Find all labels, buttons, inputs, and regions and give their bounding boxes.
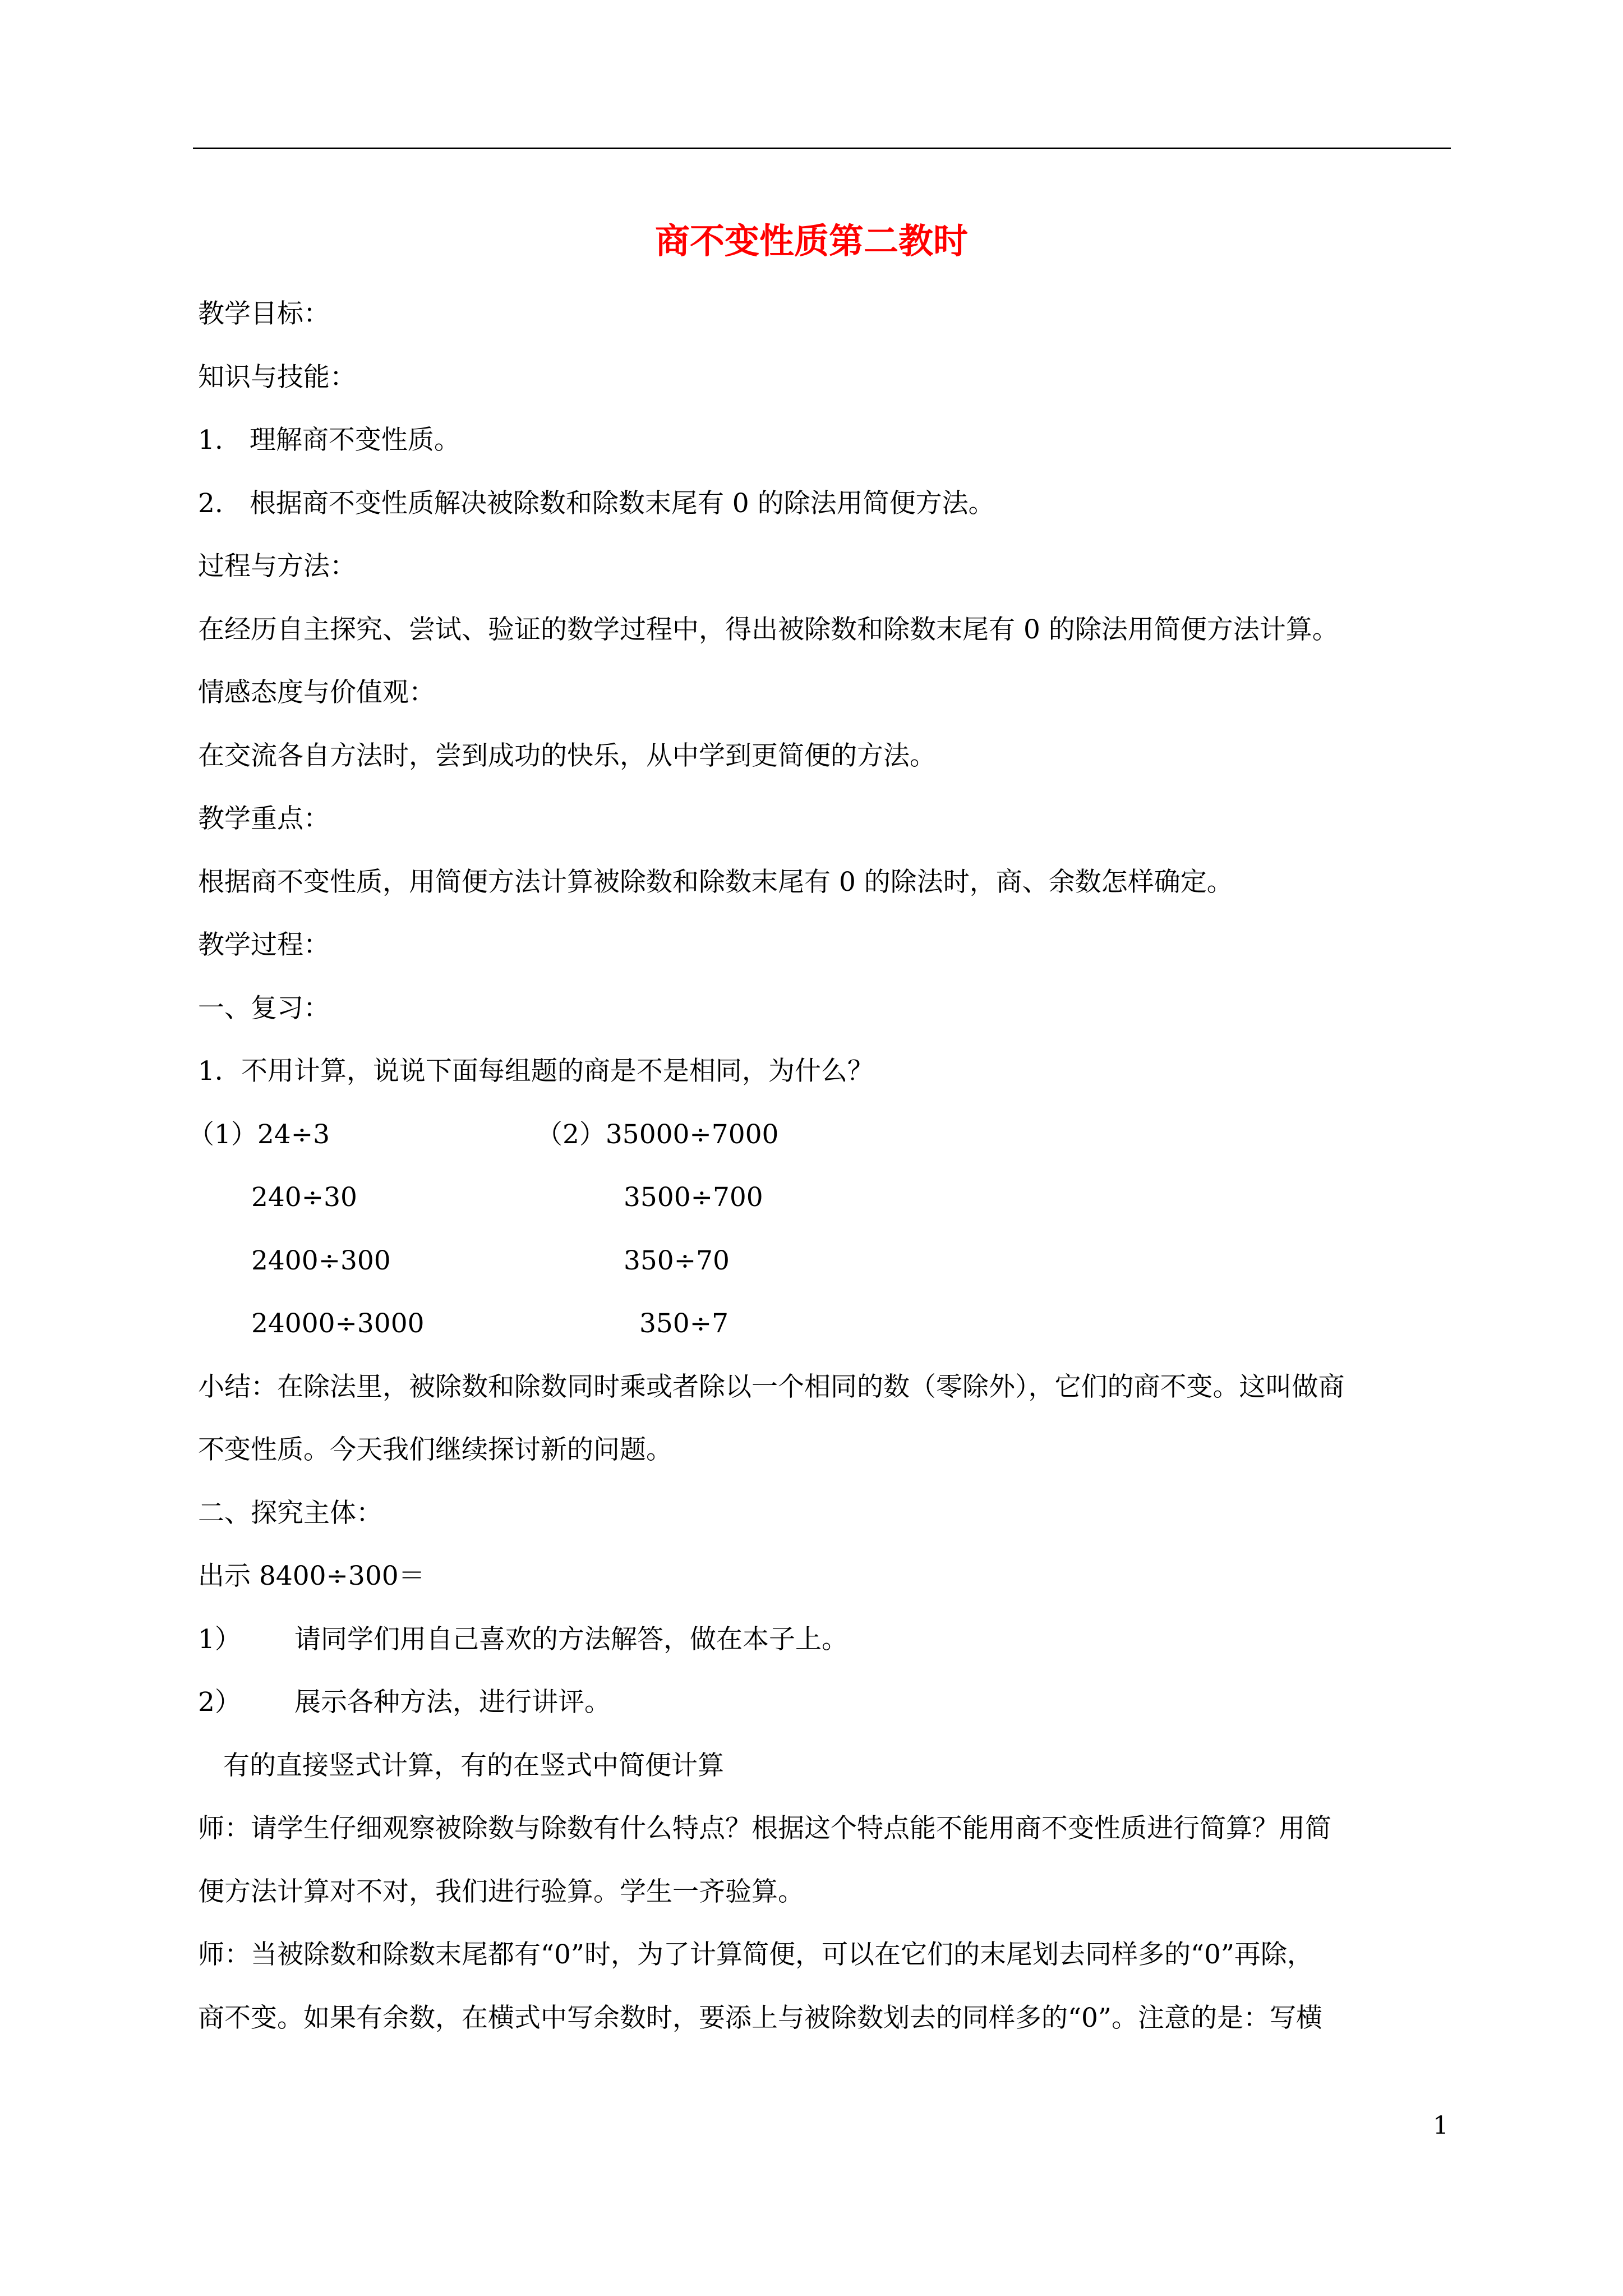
teacher-line-4: 商不变。如果有余数，在横式中写余数时，要添上与被除数划去的同样多的“0”。注意的是：写横 — [198, 2003, 1322, 2033]
paragraph-attitude: 在交流各自方法时，尝到成功的快乐，从中学到更简便的方法。 — [198, 740, 936, 771]
summary-line-1: 小结：在除法里，被除数和除数同时乘或者除以一个相同的数（零除外），它们的商不变。这叫做商 — [198, 1372, 1345, 1402]
subheading-attitude: 情感态度与价值观： — [198, 677, 435, 708]
subheading-process-method: 过程与方法： — [198, 551, 356, 582]
exercise-group2-row4: 350÷7 — [639, 1308, 728, 1339]
subheading-knowledge-skills: 知识与技能： — [198, 362, 356, 393]
section-heading-key-point: 教学重点： — [198, 803, 330, 834]
step-1-text: 请同学们用自己喜欢的方法解答，做在本子上。 — [294, 1624, 848, 1655]
header-rule — [193, 148, 1451, 149]
review-question: 1．不用计算，说说下面每组题的商是不是相同，为什么？ — [198, 1056, 874, 1087]
teacher-line-2: 便方法计算对不对，我们进行验算。学生一齐验算。 — [198, 1876, 804, 1907]
teacher-line-1: 师：请学生仔细观察被除数与除数有什么特点？根据这个特点能不能用商不变性质进行简算？用简 — [198, 1813, 1331, 1844]
exercise-group1-row3: 2400÷300 — [251, 1245, 391, 1276]
section-heading-teaching-goals: 教学目标： — [198, 298, 330, 329]
document-title: 商不变性质第二教时 — [654, 220, 968, 261]
exercise-group2-row3: 350÷70 — [624, 1245, 730, 1276]
show-problem: 出示 8400÷300＝ — [198, 1561, 425, 1591]
methods-note: 有的直接竖式计算，有的在竖式中简便计算 — [223, 1750, 724, 1781]
section-heading-process: 教学过程： — [198, 930, 330, 960]
goal-item-2: 2. 根据商不变性质解决被除数和除数末尾有 0 的除法用简便方法。 — [198, 488, 995, 519]
part-one-review: 一、复习： — [198, 993, 330, 1024]
exercise-group2-row2: 3500÷700 — [624, 1182, 763, 1213]
part-two-heading: 二、探究主体： — [198, 1498, 382, 1529]
paragraph-process: 在经历自主探究、尝试、验证的数学过程中，得出被除数和除数末尾有 0 的除法用简便方法计算。 — [198, 614, 1339, 645]
exercise-group1-row2: 240÷30 — [251, 1182, 357, 1213]
step-1-number: 1） — [198, 1624, 241, 1655]
step-2-text: 展示各种方法，进行讲评。 — [294, 1687, 611, 1718]
teacher-line-3: 师：当被除数和除数末尾都有“0”时，为了计算简便，可以在它们的末尾划去同样多的“0”再除， — [198, 1939, 1313, 1970]
step-2-number: 2） — [198, 1687, 241, 1718]
exercise-group2-row1: （2）35000÷7000 — [536, 1119, 779, 1150]
paragraph-key-point: 根据商不变性质，用简便方法计算被除数和除数末尾有 0 的除法时，商、余数怎样确定。 — [198, 867, 1233, 898]
page-number: 1 — [1433, 2111, 1449, 2140]
summary-line-2: 不变性质。今天我们继续探讨新的问题。 — [198, 1434, 672, 1465]
exercise-group1-row1: （1）24÷3 — [188, 1119, 330, 1150]
goal-item-1: 1. 理解商不变性质。 — [198, 425, 460, 455]
exercise-group1-row4: 24000÷3000 — [251, 1308, 425, 1339]
